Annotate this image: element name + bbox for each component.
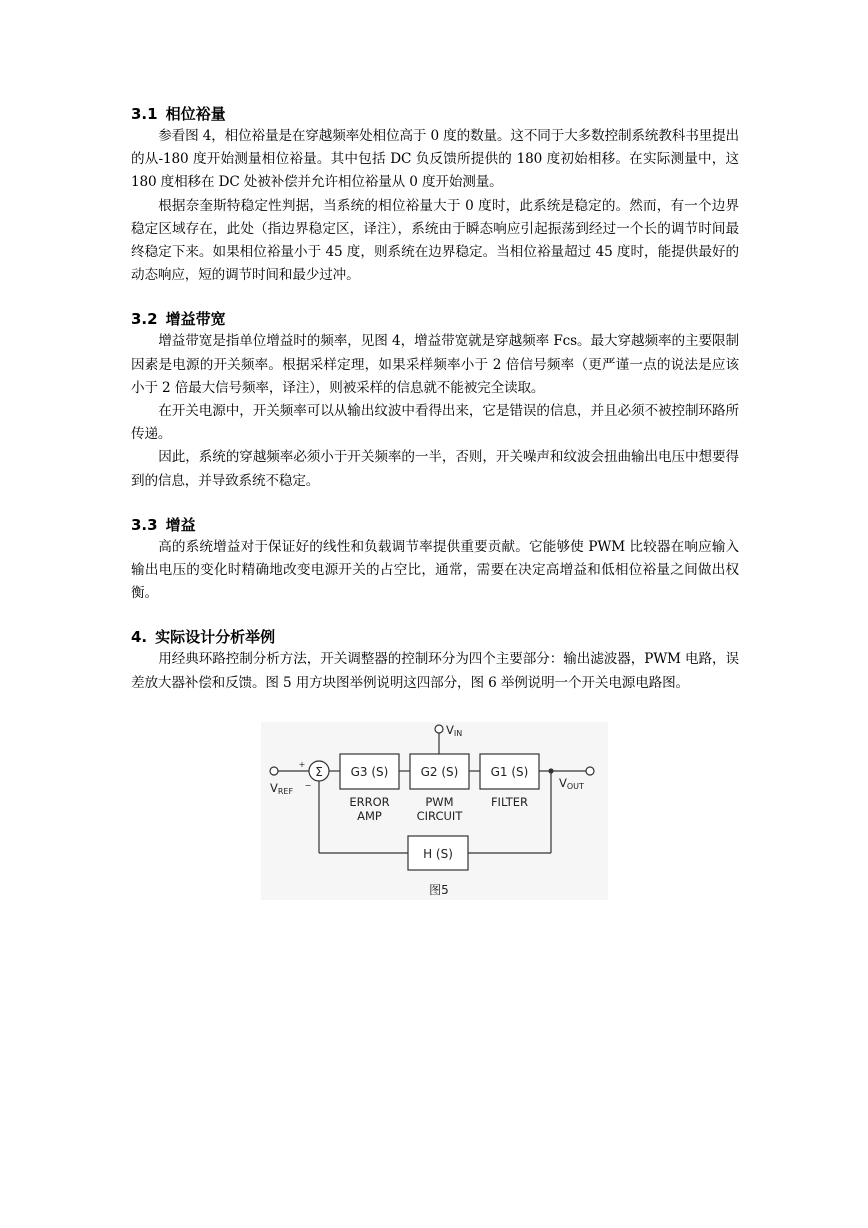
plus-sign: + bbox=[298, 760, 306, 769]
paragraph: 用经典环路控制分析方法，开关调整器的控制环分为四个主要部分：输出滤波器，PWM 电路，误差放大器补偿和反馈。图 5 用方块图举例说明这四部分，图 6 举例说明一个开关电源电路图。 bbox=[131, 651, 739, 691]
filter-label: FILTER bbox=[490, 795, 529, 809]
document-body bbox=[131, 104, 739, 717]
section-heading bbox=[131, 627, 739, 647]
sum-symbol: Σ bbox=[315, 765, 323, 779]
section-title: 增益带宽 bbox=[165, 310, 226, 329]
pwm-label-line2: CIRCUIT bbox=[416, 809, 463, 823]
paragraph: 根据奈奎斯特稳定性判据，当系统的相位裕量大于 0 度时，此系统是稳定的。然而，有一个边界稳定区域存在，此处（指边界稳定区，译注），系统由于瞬态响应引起振荡到经过一个长的调节时间最终稳定下来。如果相位裕量小于 45 度，则系统在边界稳定。当相位裕量超过 45 度时，能提供最好的动态响应，短的调节时间和最少过冲。 bbox=[131, 197, 739, 284]
vin-label bbox=[446, 723, 462, 738]
junction-dot bbox=[548, 768, 553, 773]
vout-main: V bbox=[559, 776, 567, 790]
paragraph: 因此，系统的穿越频率必须小于开关频率的一半，否则，开关噪声和纹波会扭曲输出电压中想要得到的信息，并导致系统不稳定。 bbox=[131, 449, 739, 489]
block-g3-label: G3 (S) bbox=[350, 765, 389, 779]
paragraph: 参看图 4，相位裕量是在穿越频率处相位高于 0 度的数量。这不同于大多数控制系统教科书里提出的从-180 度开始测量相位裕量。其中包括 DC 负反馈所提供的 180 度初始相移。在实际测量中，这 180 度相移在 DC 处被补偿并允许相位裕量从 0 度开始测量。 bbox=[131, 128, 739, 191]
vout-label bbox=[559, 776, 584, 791]
vref-main: V bbox=[270, 781, 278, 795]
section-number: 4. bbox=[131, 628, 148, 647]
section-title: 增益 bbox=[165, 515, 196, 534]
minus-sign: − bbox=[304, 781, 312, 790]
section-3-1 bbox=[131, 104, 739, 287]
vin-sub: IN bbox=[453, 729, 463, 738]
vref-label bbox=[270, 781, 293, 796]
block-g1-label: G1 (S) bbox=[490, 765, 529, 779]
figure-caption: 图5 bbox=[429, 883, 449, 897]
section-3-3 bbox=[131, 515, 739, 606]
block-h-label: H (S) bbox=[423, 847, 453, 861]
vin-main: V bbox=[446, 723, 454, 737]
error-amp-label-line2: AMP bbox=[357, 809, 382, 823]
paragraph: 增益带宽是指单位增益时的频率，见图 4，增益带宽就是穿越频率 Fcs。最大穿越频率的主要限制因素是电源的开关频率。根据采样定理，如果采样频率小于 2 倍信号频率（更严谨一点的说法是应该小于 2 倍最大信号频率，译注），则被采样的信息就不能被完全读取。 bbox=[131, 333, 739, 396]
error-amp-label-line1: ERROR bbox=[349, 795, 390, 809]
paragraph: 在开关电源中，开关频率可以从输出纹波中看得出来，它是错误的信息，并且必须不被控制环路所传递。 bbox=[131, 403, 739, 443]
section-3-2 bbox=[131, 309, 739, 492]
block-g2-label: G2 (S) bbox=[420, 765, 459, 779]
pwm-label-line1: PWM bbox=[425, 795, 454, 809]
section-heading bbox=[131, 309, 739, 329]
section-number: 3.1 bbox=[131, 105, 158, 123]
section-heading bbox=[131, 104, 739, 124]
vref-sub: REF bbox=[277, 787, 294, 796]
figure-5-block-diagram bbox=[261, 722, 608, 900]
section-number: 3.2 bbox=[131, 310, 158, 329]
vref-terminal bbox=[270, 767, 278, 775]
section-heading bbox=[131, 515, 739, 535]
vin-terminal bbox=[435, 725, 443, 733]
section-title: 实际设计分析举例 bbox=[155, 628, 276, 647]
vout-terminal bbox=[586, 767, 594, 775]
section-title: 相位裕量 bbox=[165, 105, 226, 123]
block-diagram-svg bbox=[261, 722, 608, 900]
paragraph: 高的系统增益对于保证好的线性和负载调节率提供重要贡献。它能够使 PWM 比较器在响应输入输出电压的变化时精确地改变电源开关的占空比，通常，需要在决定高增益和低相位裕量之间做出权衡。 bbox=[131, 538, 739, 602]
section-4 bbox=[131, 627, 739, 694]
section-number: 3.3 bbox=[131, 515, 158, 534]
vout-sub: OUT bbox=[566, 782, 584, 791]
